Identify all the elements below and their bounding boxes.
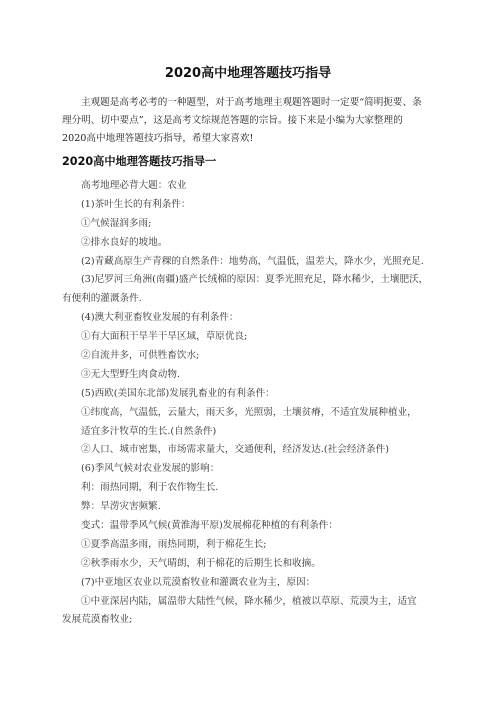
intro-line: 2020高中地理答题技巧指导，希望大家喜欢! (62, 133, 254, 144)
body-line: 适宜多汁牧草的生长.(自然条件) (81, 425, 217, 437)
body-line: (6)季风气候对农业发展的影响： (81, 463, 220, 475)
body-line: (2)青藏高原生产青稞的自然条件：地势高，气温低，温差大，降水少，光照充足. (81, 255, 424, 267)
body-line: ②人口、城市密集，市场需求量大，交通便利，经济发达.(社会经济条件) (81, 444, 389, 456)
body-line: 高考地理必背大题：农业 (81, 180, 187, 191)
section-heading: 2020高中地理答题技巧指导一 (62, 155, 217, 168)
body-line: ①气候湿润多雨; (81, 217, 152, 229)
intro-paragraph (62, 94, 442, 148)
body-line: ①中亚深居内陆，属温带大陆性气候，降水稀少，植被以草原、荒漠为主，适宜 (81, 595, 417, 607)
body-line: 有便利的灌溉条件. (62, 293, 142, 305)
body-line: 弊：旱涝灾害频繁. (81, 501, 161, 513)
body-line: (4)澳大利亚畜牧业发展的有利条件： (81, 312, 239, 324)
body-line: (1)茶叶生长的有利条件： (81, 198, 191, 210)
body-line: ③无大型野生肉食动物. (81, 368, 180, 380)
body-line: (7)中亚地区农业以荒漠畜牧业和灌溉农业为主，原因： (81, 576, 316, 588)
body-line: 发展荒漠畜牧业; (62, 614, 133, 626)
intro-line: 理分明、切中要点”，这是高考文综规范答题的宗旨。接下来是小编为大家整理的 (62, 115, 403, 126)
body-line: (5)西欧(美国东北部)发展乳畜业的有利条件： (81, 387, 275, 399)
body-line: 变式：温带季风气候(黄淮海平原)发展棉花种植的有利条件： (81, 520, 338, 532)
body-line: ①有大面积干旱半干旱区域，草原优良; (81, 331, 248, 343)
intro-line: 主观题是高考必考的一种题型，对于高考地理主观题答题时一定要“简明扼要、条 (81, 97, 422, 108)
body-line: ①纬度高，气温低，云量大，雨天多，光照弱，土壤贫瘠，不适宜发展种植业， (81, 406, 417, 418)
body-line: ②排水良好的坡地。 (81, 236, 168, 248)
body-line: 利：雨热同期，利于农作物生长. (81, 482, 219, 494)
body-line: ②秋季雨水少，天气晴朗，利于棉花的后期生长和收摘。 (81, 557, 321, 569)
body-line: ②自流井多，可供牲畜饮水; (81, 350, 200, 362)
body-line: (3)尼罗河三角洲(南疆)盛产长绒棉的原因：夏季光照充足，降水稀少，土壤肥沃， (81, 274, 429, 286)
body-line: ①夏季高温多雨，雨热同期，利于棉花生长; (81, 538, 267, 550)
document-title: 2020高中地理答题技巧指导 (164, 66, 332, 81)
section-body (62, 177, 442, 630)
